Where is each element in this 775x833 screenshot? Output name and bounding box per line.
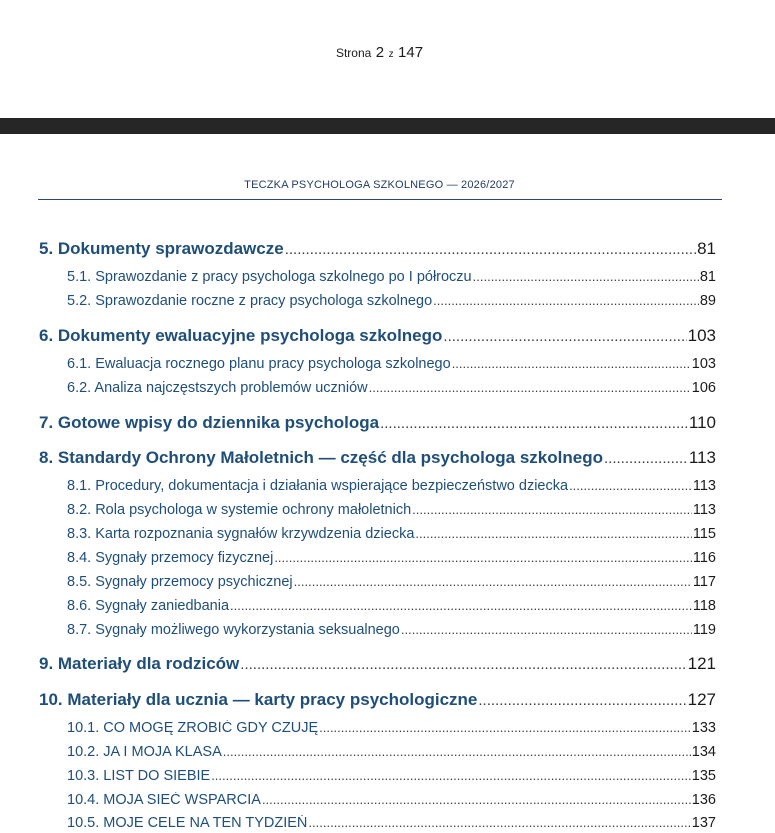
toc-subsection-entry[interactable]	[67, 269, 716, 287]
toc-entry-page-number: 106	[691, 380, 716, 396]
toc-subsection-entry[interactable]	[67, 550, 716, 568]
toc-dot-leader	[604, 450, 688, 467]
running-header: TECZKA PSYCHOLOGA SZKOLNEGO — 2026/2027	[244, 179, 515, 191]
toc-subsection-entry[interactable]	[67, 478, 716, 496]
toc-entry-page-number: 136	[691, 792, 716, 808]
toc-entry-title: 5.1. Sprawozdanie z pracy psychologa szkolnego po I półroczu	[67, 269, 472, 285]
toc-dot-leader	[274, 550, 692, 565]
toc-entry-page-number: 127	[687, 690, 716, 709]
toc-subsection-entry[interactable]	[67, 815, 716, 833]
toc-dot-leader	[294, 574, 692, 589]
toc-subsection-entry[interactable]	[67, 720, 716, 738]
toc-dot-leader	[443, 328, 686, 345]
toc-entry-page-number: 116	[692, 550, 716, 566]
page-number	[0, 44, 759, 62]
toc-dot-leader	[240, 656, 686, 673]
toc-dot-leader	[223, 744, 691, 759]
toc-entry-page-number: 121	[687, 654, 716, 673]
toc-entry-title: 8.6. Sygnały zaniedbania	[67, 598, 230, 614]
toc-entry-page-number: 118	[692, 598, 716, 614]
toc-entry-page-number: 103	[691, 356, 716, 372]
toc-section-entry[interactable]	[39, 690, 716, 712]
toc-entry-page-number: 113	[688, 448, 716, 467]
toc-dot-leader	[478, 692, 686, 709]
toc-dot-leader	[319, 720, 691, 735]
toc-entry-page-number: 133	[691, 720, 716, 736]
toc-dot-leader	[415, 526, 691, 541]
toc-subsection-entry[interactable]	[67, 380, 716, 398]
toc-subsection-entry[interactable]	[67, 356, 716, 374]
toc-dot-leader	[211, 768, 691, 783]
previous-page-area	[0, 0, 775, 118]
toc-entry-title: 7. Gotowe wpisy do dziennika psychologa	[39, 413, 380, 432]
toc-entry-title: 8.4. Sygnały przemocy fizycznej	[67, 550, 274, 566]
toc-entry-title: 6.1. Ewaluacja rocznego planu pracy psychologa szkolnego	[67, 356, 451, 372]
page-number-total: 147	[398, 44, 424, 61]
toc-entry-page-number: 113	[692, 478, 716, 494]
toc-subsection-entry[interactable]	[67, 502, 716, 520]
toc-subsection-entry[interactable]	[67, 574, 716, 592]
toc-entry-page-number: 137	[691, 815, 716, 831]
toc-entry-title: 8.3. Karta rozpoznania sygnałów krzywdzenia dziecka	[67, 526, 415, 542]
toc-subsection-entry[interactable]	[67, 768, 716, 786]
toc-dot-leader	[285, 241, 696, 258]
toc-entry-page-number: 89	[699, 293, 716, 309]
toc-entry-title: 8.2. Rola psychologa w systemie ochrony małoletnich	[67, 502, 412, 518]
toc-subsection-entry[interactable]	[67, 792, 716, 810]
header-rule	[38, 199, 722, 200]
page-number-of: z	[388, 49, 394, 60]
toc-entry-page-number: 81	[697, 239, 716, 258]
toc-dot-leader	[369, 380, 691, 395]
toc-entry-page-number: 103	[687, 326, 716, 345]
toc-entry-title: 8.7. Sygnały możliwego wykorzystania seksualnego	[67, 622, 400, 638]
page-number-current: 2	[375, 44, 385, 61]
toc-entry-page-number: 134	[691, 744, 716, 760]
toc-section-entry[interactable]	[39, 448, 716, 470]
toc-dot-leader	[452, 356, 691, 371]
toc-entry-page-number: 113	[692, 502, 716, 518]
toc-entry-title: 10.4. MOJA SIEĆ WSPARCIA	[67, 792, 261, 808]
toc-section-entry[interactable]	[39, 654, 716, 676]
toc-dot-leader	[401, 622, 692, 637]
toc-entry-title: 9. Materiały dla rodziców	[39, 654, 240, 673]
toc-entry-title: 10.1. CO MOGĘ ZROBIĆ GDY CZUJĘ	[67, 720, 319, 736]
toc-entry-title: 8.5. Sygnały przemocy psychicznej	[67, 574, 293, 590]
toc-entry-title: 8.1. Procedury, dokumentacja i działania wspierające bezpieczeństwo dziecka	[67, 478, 569, 494]
toc-dot-leader	[569, 478, 692, 493]
toc-dot-leader	[473, 269, 699, 284]
toc-dot-leader	[412, 502, 692, 517]
page-number-label: Strona	[335, 46, 372, 60]
toc-entry-title: 10. Materiały dla ucznia — karty pracy psychologiczne	[39, 690, 478, 709]
toc-subsection-entry[interactable]	[67, 622, 716, 640]
toc-entry-title: 5. Dokumenty sprawozdawcze	[39, 239, 284, 258]
toc-entry-page-number: 117	[692, 574, 716, 590]
toc-entry-title: 8. Standardy Ochrony Małoletnich — część dla psychologa szkolnego	[39, 448, 603, 467]
toc-subsection-entry[interactable]	[67, 293, 716, 311]
toc-subsection-entry[interactable]	[67, 598, 716, 616]
toc-dot-leader	[230, 598, 692, 613]
toc-dot-leader	[308, 815, 690, 830]
toc-dot-leader	[262, 792, 691, 807]
toc-entry-title: 6.2. Analiza najczęstszych problemów uczniów	[67, 380, 368, 396]
toc-entry-title: 5.2. Sprawozdanie roczne z pracy psychologa szkolnego	[67, 293, 433, 309]
toc-dot-leader	[380, 415, 688, 432]
toc-dot-leader	[433, 293, 699, 308]
toc-entry-title: 10.5. MOJE CELE NA TEN TYDZIEŃ	[67, 815, 308, 831]
toc-subsection-entry[interactable]	[67, 744, 716, 762]
toc-section-entry[interactable]	[39, 413, 716, 435]
toc-entry-page-number: 110	[688, 413, 716, 432]
toc-section-entry[interactable]	[39, 326, 716, 348]
toc-entry-page-number: 135	[691, 768, 716, 784]
toc-entry-title: 10.3. LIST DO SIEBIE	[67, 768, 211, 784]
toc-entry-page-number: 119	[692, 622, 716, 638]
toc-subsection-entry[interactable]	[67, 526, 716, 544]
toc-entry-title: 10.2. JA I MOJA KLASA	[67, 744, 222, 760]
page-separator	[0, 118, 775, 134]
toc-section-entry[interactable]	[39, 239, 716, 261]
toc-entry-page-number: 81	[699, 269, 716, 285]
toc-entry-page-number: 115	[692, 526, 716, 542]
toc-entry-title: 6. Dokumenty ewaluacyjne psychologa szkolnego	[39, 326, 443, 345]
